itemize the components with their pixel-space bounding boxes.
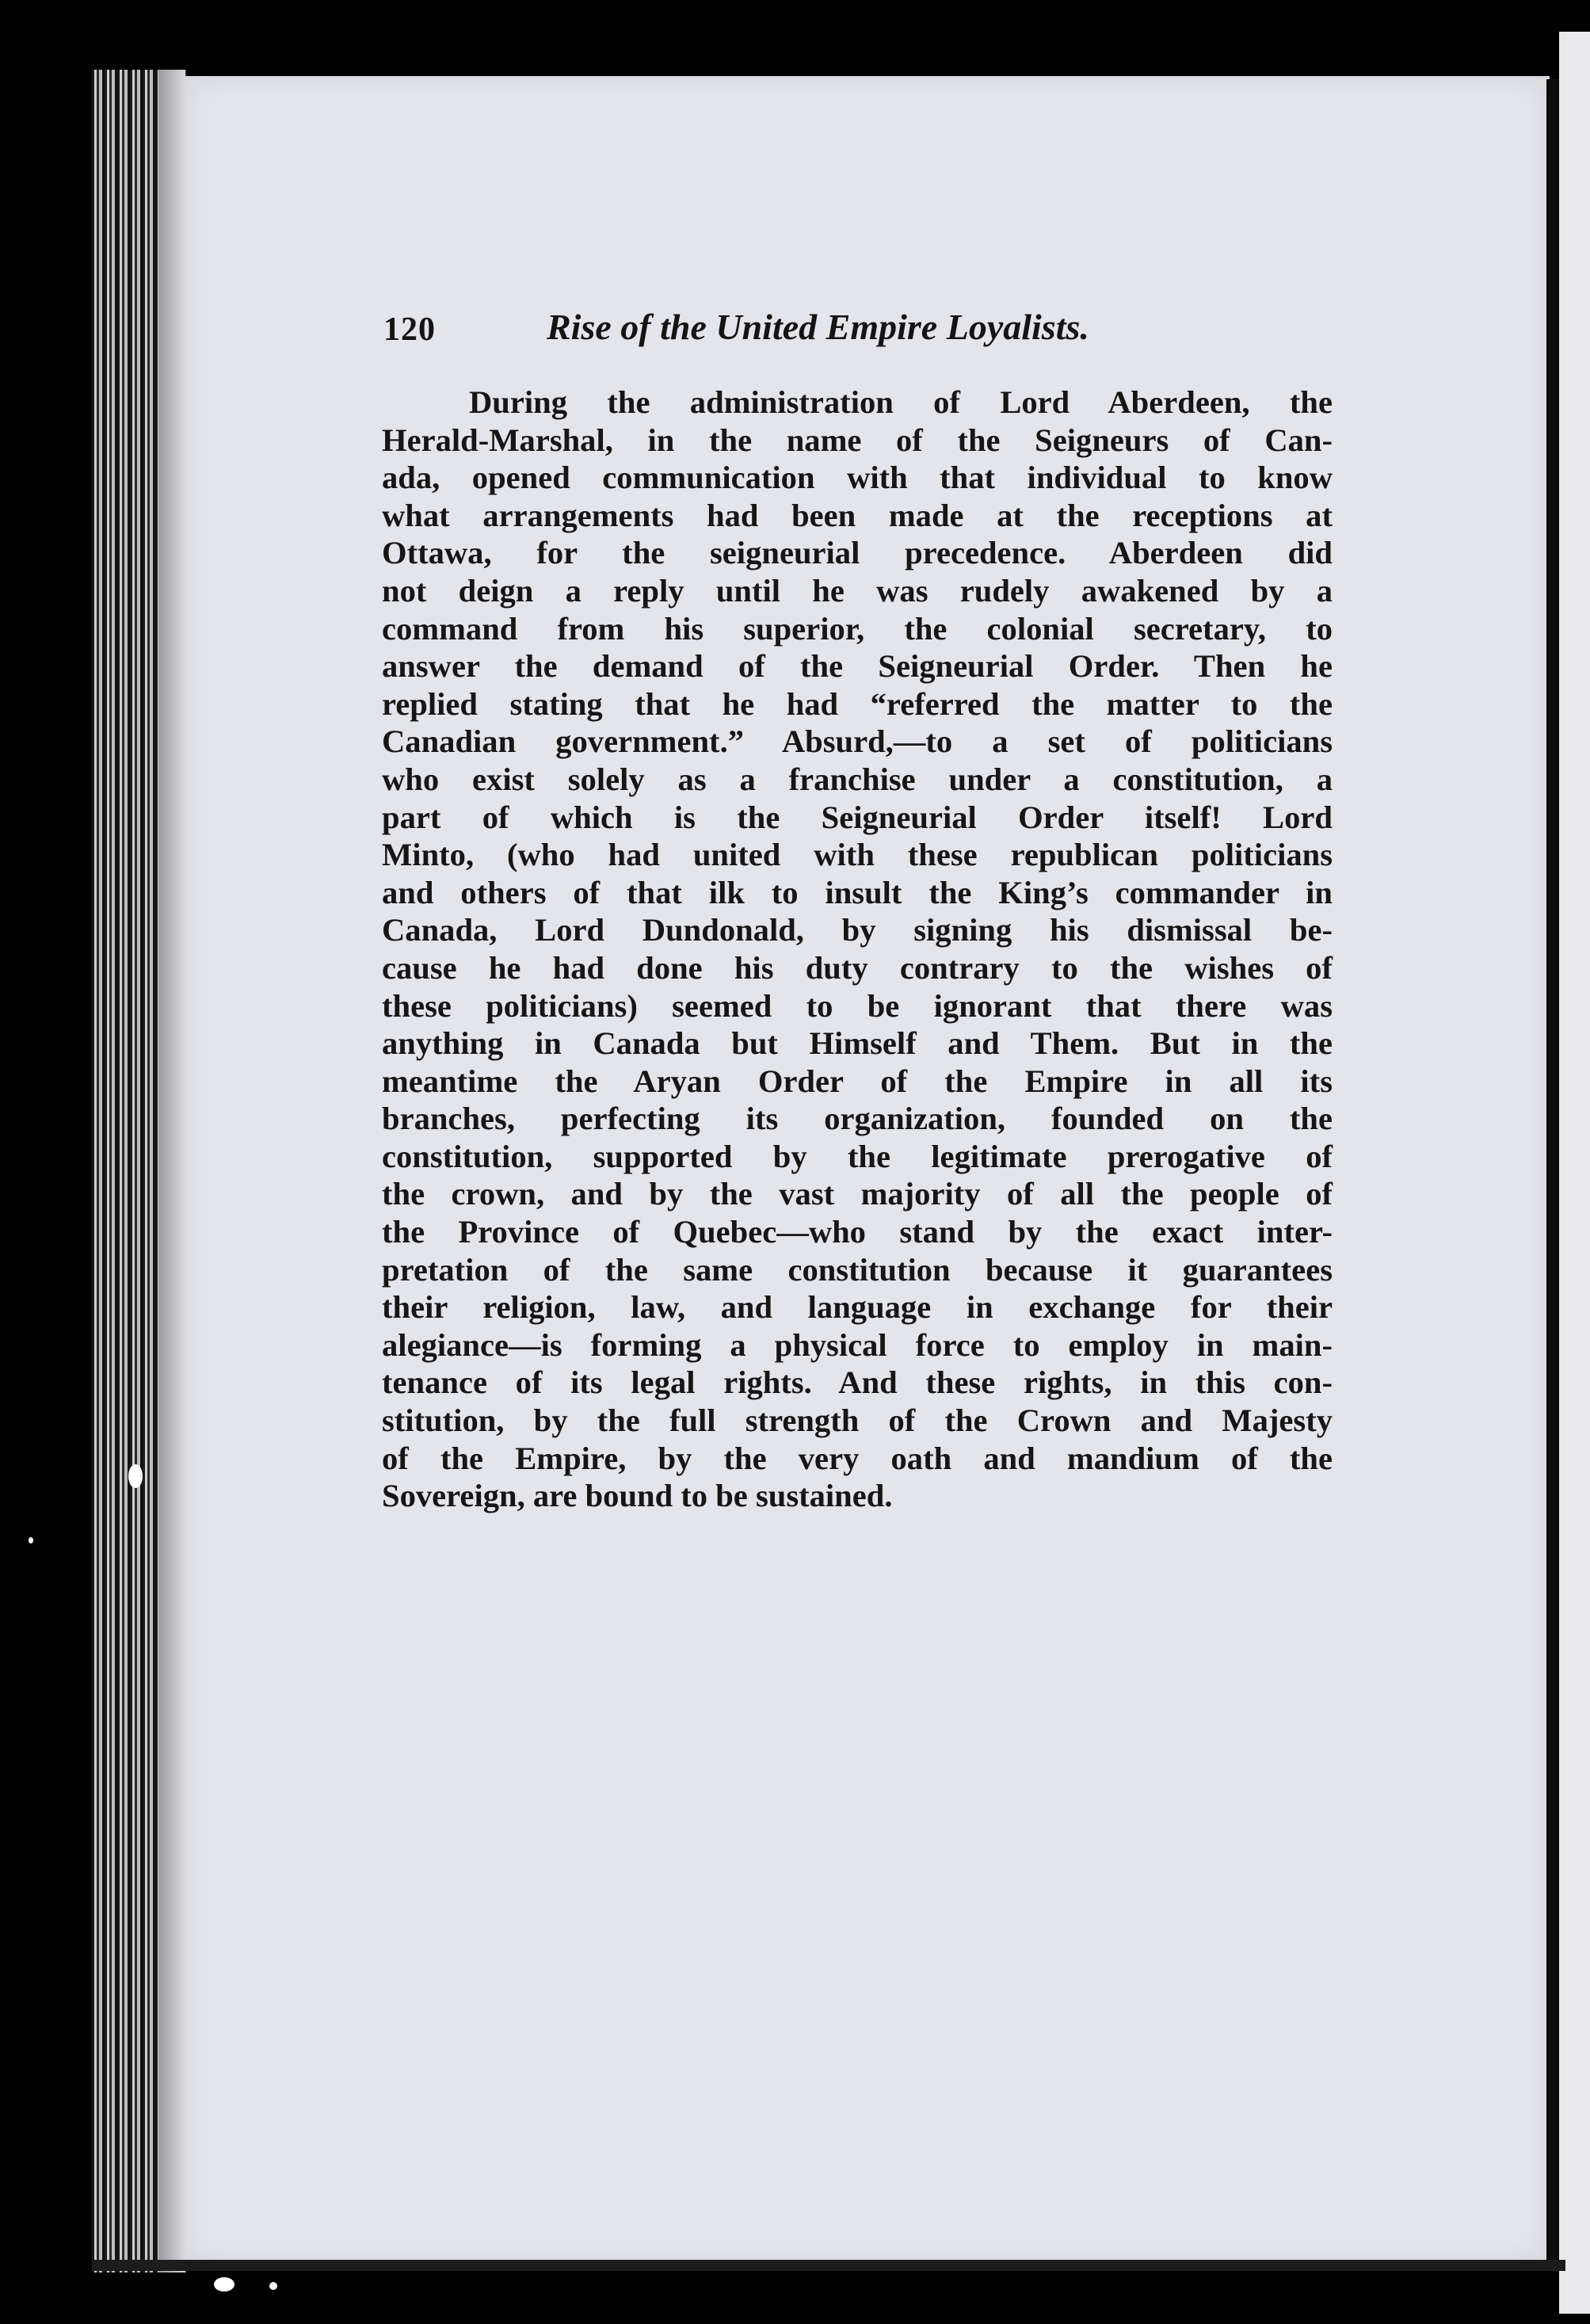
scan-speck [214, 2277, 234, 2292]
text-line: their religion, law, and language in exchange for their [382, 1289, 1333, 1326]
text-line: During the administration of Lord Aberdeen, the [469, 384, 1333, 420]
text-line: the Province of Quebec—who stand by the exact inter- [382, 1214, 1333, 1250]
text-line: Herald-Marshal, in the name of the Seigneurs of Can- [382, 422, 1333, 458]
text-line: command from his superior, the colonial secretary, to [382, 610, 1333, 647]
text-line: and others of that ilk to insult the King’s commander in [382, 874, 1333, 910]
text-line: stitution, by the full strength of the Crown and Majesty [382, 1402, 1333, 1439]
page-bottom-edge [92, 2260, 1565, 2271]
running-title: Rise of the United Empire Loyalists. [547, 307, 1089, 347]
text-line: part of which is the Seigneurial Order itself! Lord [382, 799, 1333, 835]
text-line: replied stating that he had “referred the matter to the [382, 685, 1333, 722]
scan-border-right [1559, 32, 1590, 2314]
body-paragraph [382, 384, 1333, 1515]
text-line: anything in Canada but Himself and Them. But in the [382, 1025, 1333, 1062]
page-number: 120 [383, 311, 436, 348]
text-line: Canada, Lord Dundonald, by signing his dismissal be- [382, 912, 1333, 948]
page-header [383, 307, 1334, 366]
text-line: pretation of the same constitution because it guarantees [382, 1251, 1333, 1288]
text-line: these politicians) seemed to be ignorant that there was [382, 987, 1333, 1024]
text-line: constitution, supported by the legitimate prerogative of [382, 1138, 1333, 1174]
text-line: ada, opened communication with that individual to know [382, 460, 1333, 496]
scan-speck [128, 1464, 143, 1488]
text-line: tenance of its legal rights. And these rights, in this con- [382, 1364, 1333, 1401]
gutter-shadow [158, 70, 185, 2272]
text-line: alegiance—is forming a physical force to employ in main- [382, 1326, 1333, 1363]
text-line: the crown, and by the vast majority of all the people of [382, 1176, 1333, 1212]
page-right-edge [1546, 79, 1559, 2263]
text-line: what arrangements had been made at the receptions at [382, 497, 1333, 533]
text-line: Canadian government.” Absurd,—to a set of politicians [382, 723, 1333, 760]
scan-speck [29, 1537, 33, 1544]
text-line: branches, perfecting its organization, founded on the [382, 1101, 1333, 1137]
text-line: Minto, (who had united with these republican politicians [382, 837, 1333, 873]
text-line: answer the demand of the Seigneurial Order. Then he [382, 648, 1333, 685]
scan-speck [269, 2282, 277, 2290]
text-line: meantime the Aryan Order of the Empire in all its [382, 1063, 1333, 1099]
text-line: not deign a reply until he was rudely awakened by a [382, 572, 1333, 609]
scan-border-top [1497, 0, 1590, 32]
text-line: of the Empire, by the very oath and mandium of the [382, 1440, 1333, 1476]
text-line: who exist solely as a franchise under a constitution, a [382, 761, 1333, 797]
text-line: Ottawa, for the seigneurial precedence. Aberdeen did [382, 535, 1333, 571]
text-line: cause he had done his duty contrary to the wishes of [382, 949, 1333, 986]
text-line: Sovereign, are bound to be sustained. [382, 1478, 893, 1514]
